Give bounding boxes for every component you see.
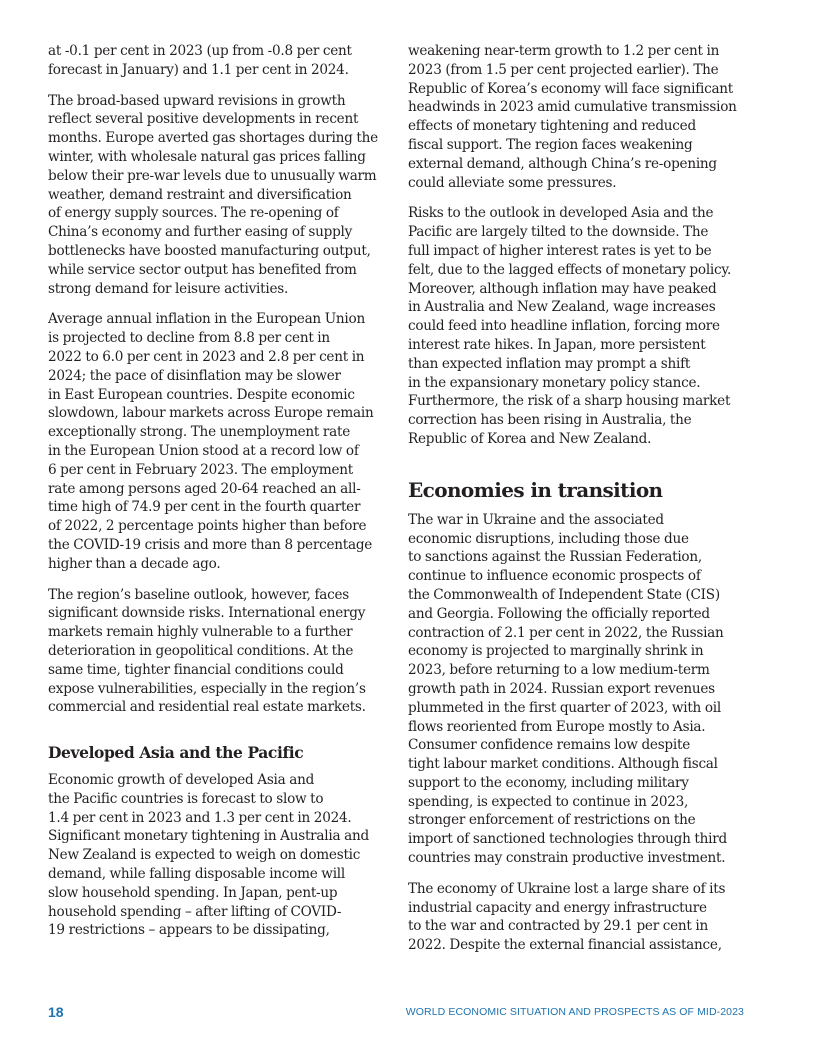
text-line: flows reoriented from Europe mostly to Asia. [408, 718, 706, 735]
text-line: growth path in 2024. Russian export revenues [408, 680, 715, 697]
text-line: slow household spending. In Japan, pent-up [48, 884, 338, 901]
text-line: Republic of Korea’s economy will face significant [408, 80, 734, 97]
text-line: contraction of 2.1 per cent in 2022, the Russian [408, 624, 724, 641]
text-line: demand, while falling disposable income will [48, 866, 345, 883]
text-line: correction has been rising in Australia, the [408, 412, 692, 429]
text-line: 2022 to 6.0 per cent in 2023 and 2.8 per cent in [48, 348, 365, 365]
text-line: Moreover, although inflation may have peaked [408, 280, 717, 297]
text-line: Risks to the outlook in developed Asia and the [408, 205, 714, 222]
text-line: commercial and residential real estate markets. [48, 699, 366, 716]
text-line: The region’s baseline outlook, however, faces [48, 586, 349, 603]
page-number: 18 [48, 1004, 64, 1020]
text-line: Pacific are largely tilted to the downside. The [408, 224, 709, 241]
text-line: bottlenecks have boosted manufacturing output, [48, 242, 371, 259]
text-line: economic disruptions, including those due [408, 530, 689, 547]
text-line: interest rate hikes. In Japan, more persistent [408, 336, 706, 353]
text-line: below their pre-war levels due to unusually warm [48, 167, 377, 184]
text-line: The war in Ukraine and the associated [408, 511, 664, 528]
text-line: weakening near-term growth to 1.2 per cent in [408, 43, 720, 59]
text-line: the COVID-19 crisis and more than 8 percentage [48, 536, 373, 553]
paragraph [48, 310, 388, 573]
text-line: forecast in January) and 1.1 per cent in 2024. [48, 61, 349, 78]
text-line: could alleviate some pressures. [408, 174, 617, 191]
text-line: Economic growth of developed Asia and [48, 772, 315, 789]
text-line: fiscal support. The region faces weakening [408, 136, 693, 153]
text-line: 2023, before returning to a low medium-term [408, 662, 710, 679]
paragraph [408, 880, 748, 955]
paragraph [48, 586, 388, 718]
text-line: markets remain highly vulnerable to a further [48, 624, 353, 641]
running-title: WORLD ECONOMIC SITUATION AND PROSPECTS AS OF MID-2023 [405, 1006, 744, 1018]
text-line: winter, with wholesale natural gas prices falling [48, 148, 366, 165]
page-footer [48, 1004, 744, 1022]
text-line: felt, due to the lagged effects of monetary policy. [408, 261, 732, 278]
text-line: significant downside risks. International energy [48, 605, 366, 622]
text-line: support to the economy, including military [408, 774, 689, 791]
text-line: 2022. Despite the external financial assistance, [408, 937, 722, 954]
text-line: Significant monetary tightening in Australia and [48, 828, 369, 845]
text-line: time high of 74.9 per cent in the fourth quarter [48, 499, 361, 516]
text-line: Consumer confidence remains low despite [408, 737, 690, 754]
text-line: slowdown, labour markets across Europe remain [48, 405, 374, 422]
text-line: of energy supply sources. The re-opening of [48, 205, 339, 222]
text-line: continue to influence economic prospects of [408, 568, 701, 585]
text-line: 2023 (from 1.5 per cent projected earlier). The [408, 61, 719, 78]
text-line: deterioration in geopolitical conditions. At the [48, 642, 354, 659]
text-line: tight labour market conditions. Although fiscal [408, 756, 718, 773]
text-line: import of sanctioned technologies through third [408, 831, 727, 848]
right-column [408, 42, 748, 967]
text-line: 19 restrictions – appears to be dissipating, [48, 922, 330, 939]
text-line: China’s economy and further easing of supply [48, 224, 353, 241]
text-line: Furthermore, the risk of a sharp housing market [408, 393, 731, 410]
text-line: at -0.1 per cent in 2023 (up from -0.8 per cent [48, 43, 352, 59]
text-line: 1.4 per cent in 2023 and 1.3 per cent in 2024. [48, 809, 352, 826]
text-line: Average annual inflation in the European Union [48, 311, 365, 328]
text-line: headwinds in 2023 amid cumulative transmission [408, 99, 737, 116]
text-line: is projected to decline from 8.8 per cent in [48, 330, 330, 347]
text-line: household spending – after lifting of COVID- [48, 903, 342, 920]
text-line: New Zealand is expected to weigh on domestic [48, 847, 361, 864]
text-line: spending, is expected to continue in 2023, [408, 793, 689, 810]
text-line: the Pacific countries is forecast to slow to [48, 790, 324, 807]
text-line: Republic of Korea and New Zealand. [408, 430, 652, 447]
text-line: plummeted in the first quarter of 2023, with oil [408, 699, 721, 716]
text-line: in East European countries. Despite economic [48, 386, 355, 403]
text-line: than expected inflation may prompt a shift [408, 355, 691, 372]
text-line: countries may constrain productive investment. [408, 850, 726, 867]
text-line: in Australia and New Zealand, wage increases [408, 299, 716, 316]
text-line: higher than a decade ago. [48, 555, 221, 572]
text-line: and Georgia. Following the officially reported [408, 605, 710, 622]
paragraph [408, 42, 748, 192]
text-line: months. Europe averted gas shortages during the [48, 130, 378, 147]
text-line: economy is projected to marginally shrink in [408, 643, 704, 660]
paragraph [48, 92, 388, 299]
text-line: to sanctions against the Russian Federation, [408, 549, 702, 566]
text-line: 6 per cent in February 2023. The employment [48, 461, 354, 478]
text-line: to the war and contracted by 29.1 per cent in [408, 918, 708, 935]
text-line: could feed into headline inflation, forcing more [408, 318, 720, 335]
text-line: reflect several positive developments in recent [48, 111, 359, 128]
section-heading-economies-in-transition: Economies in transition [408, 477, 663, 502]
paragraph [408, 511, 748, 868]
left-column [48, 42, 388, 952]
text-line: in the expansionary monetary policy stance. [408, 374, 701, 391]
text-line: strong demand for leisure activities. [48, 280, 289, 297]
text-line: The broad-based upward revisions in growth [48, 92, 346, 109]
text-line: external demand, although China’s re-opening [408, 155, 717, 172]
paragraph [48, 771, 388, 940]
text-line: of 2022, 2 percentage points higher than before [48, 518, 367, 535]
text-line: while service sector output has benefited from [48, 261, 357, 278]
subheading-developed-asia: Developed Asia and the Pacific [48, 743, 304, 763]
text-line: the Commonwealth of Independent State (CIS) [408, 586, 720, 603]
text-line: The economy of Ukraine lost a large share of its [408, 880, 726, 897]
text-line: industrial capacity and energy infrastructure [408, 899, 707, 916]
text-line: same time, tighter financial conditions could [48, 661, 344, 678]
text-line: full impact of higher interest rates is yet to be [408, 242, 712, 259]
paragraph [408, 204, 748, 448]
paragraph [48, 42, 388, 80]
text-line: in the European Union stood at a record low of [48, 442, 359, 459]
text-line: 2024; the pace of disinflation may be slower [48, 367, 341, 384]
text-line: stronger enforcement of restrictions on the [408, 812, 696, 829]
text-line: expose vulnerabilities, especially in the region’s [48, 680, 366, 697]
text-line: effects of monetary tightening and reduced [408, 118, 696, 135]
text-line: rate among persons aged 20-64 reached an all- [48, 480, 361, 497]
text-line: weather, demand restraint and diversification [48, 186, 352, 203]
text-line: exceptionally strong. The unemployment rate [48, 424, 351, 441]
